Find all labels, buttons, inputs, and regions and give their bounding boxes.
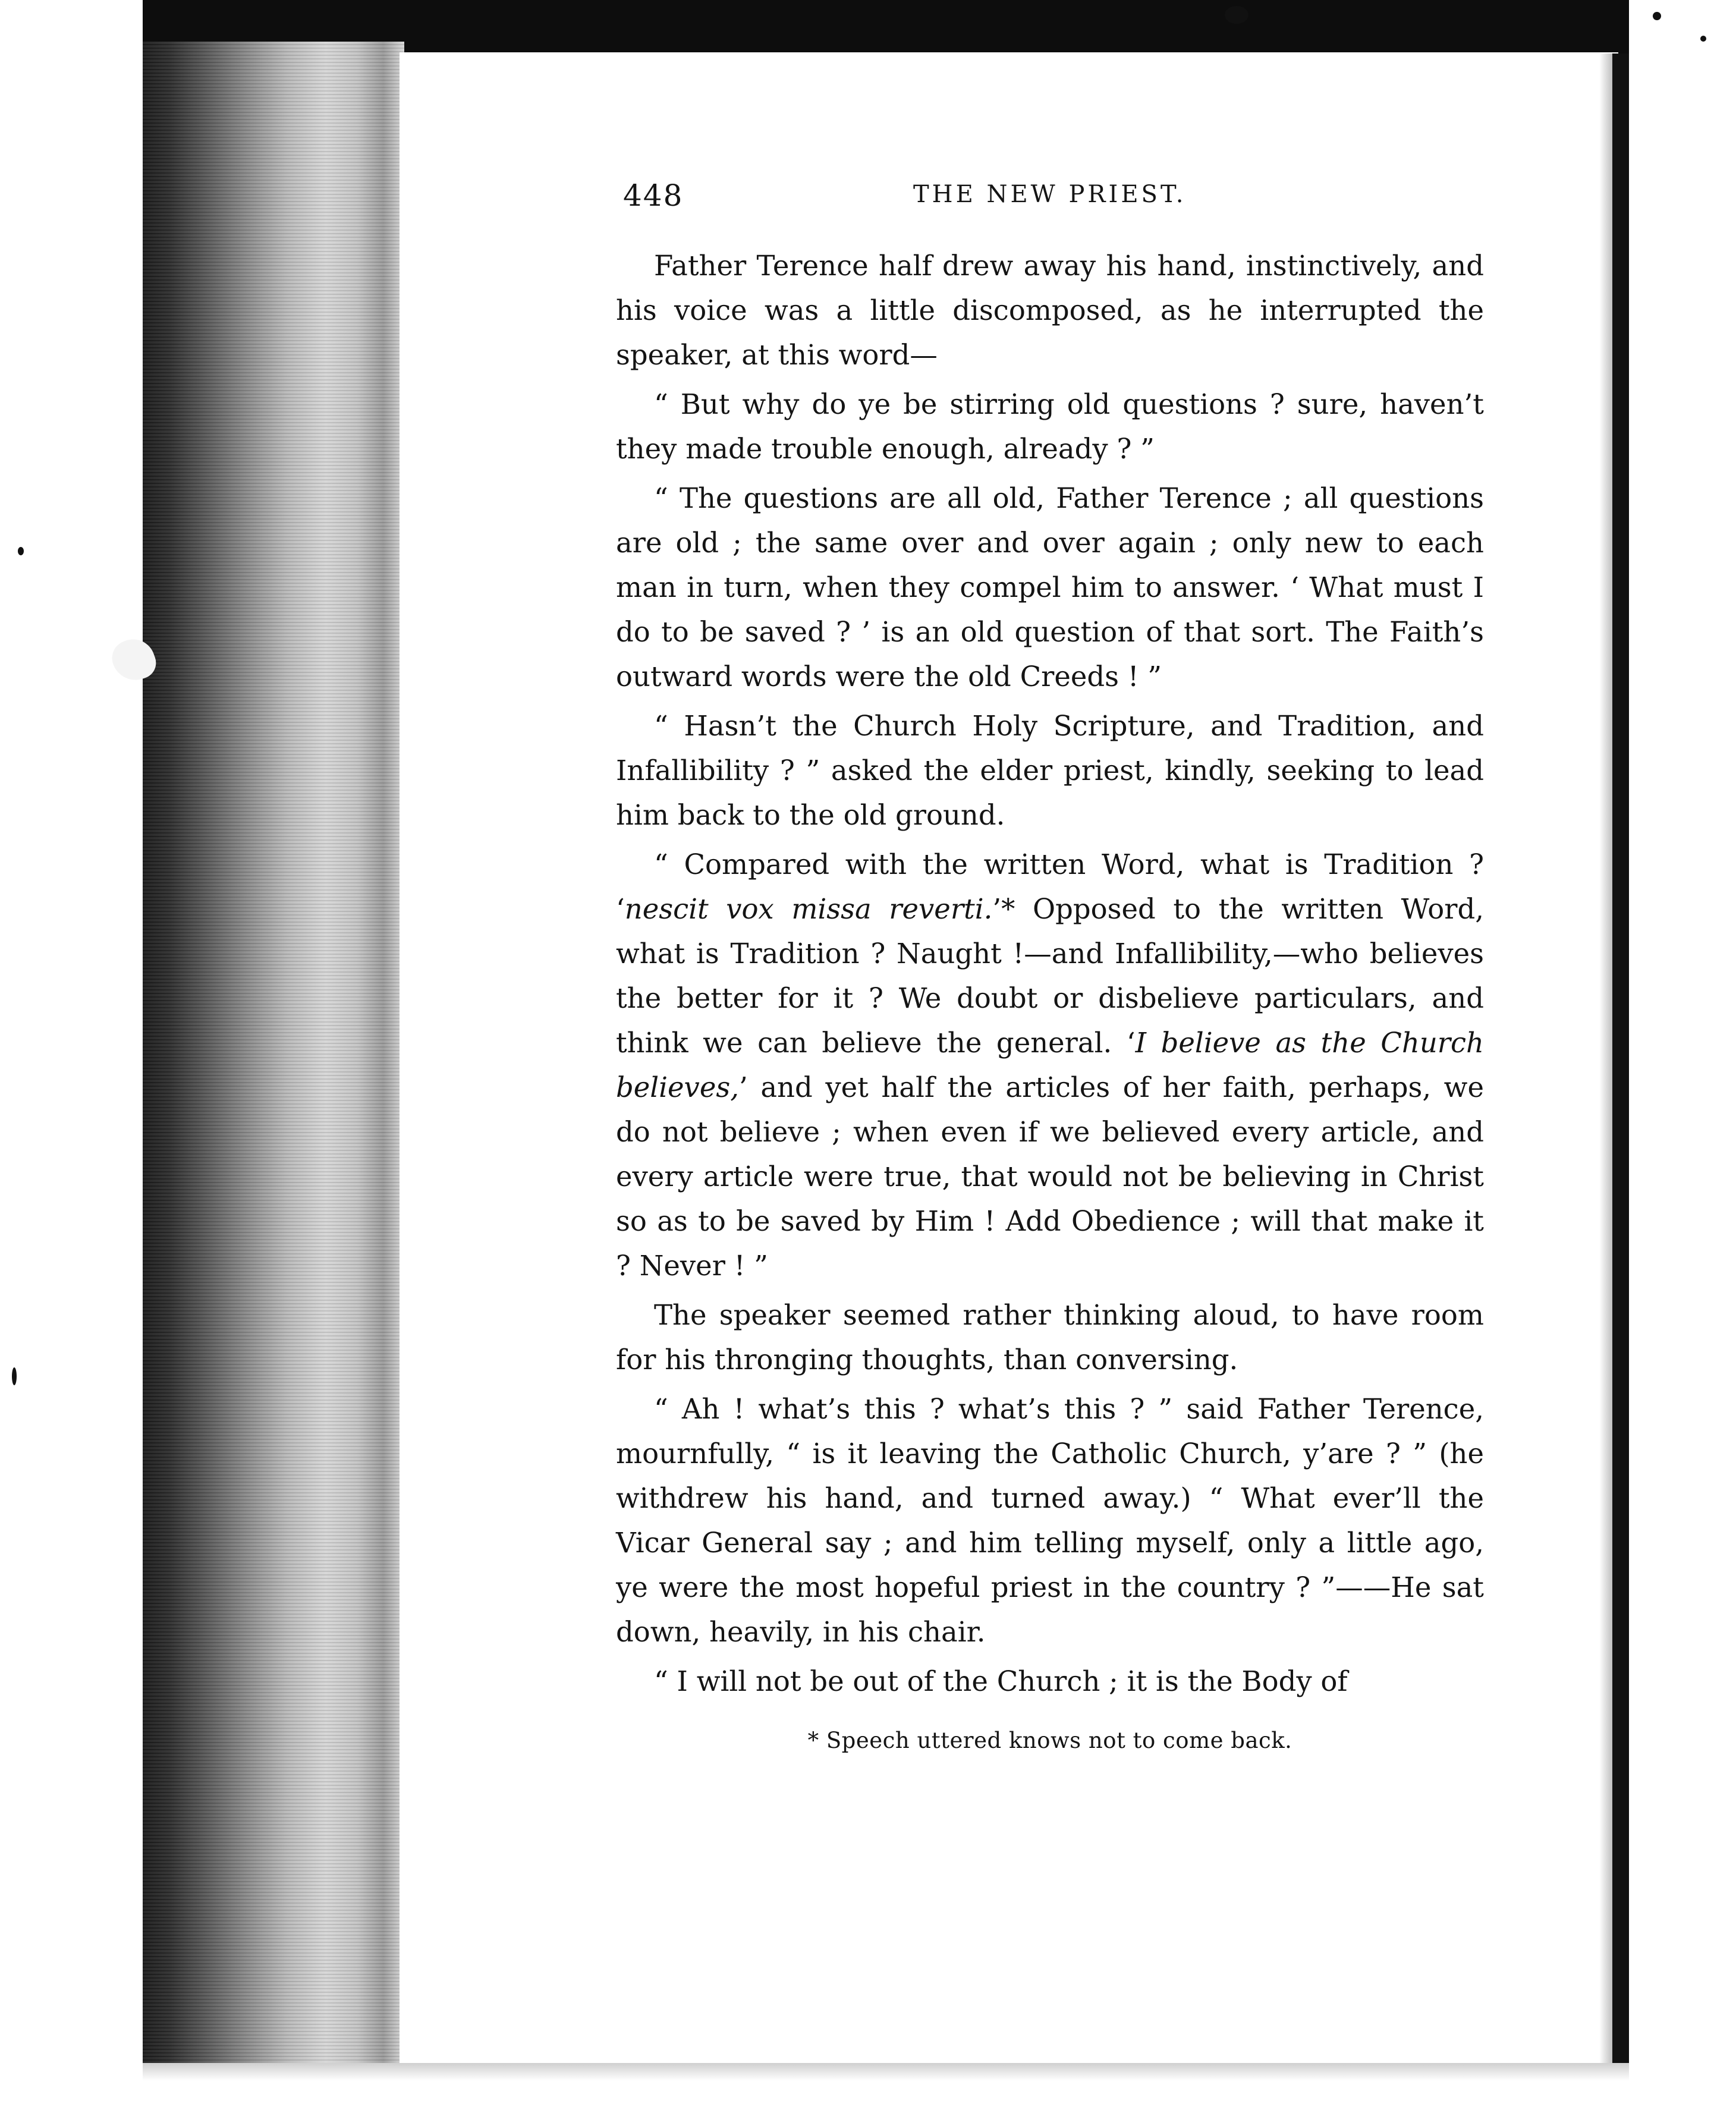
- speck: [18, 547, 24, 555]
- book-fore-edge-texture: [143, 42, 404, 2075]
- facing-page-edge: [1612, 54, 1629, 2063]
- footnote: * Speech uttered knows not to come back.: [807, 1728, 1292, 1753]
- paragraph: “ I will not be out of the Church ; it is the Body of: [654, 1665, 1348, 1697]
- paragraph-text: ’ and yet half the articles of her faith, perhaps, we do not believe ; when even if we believed every article, and every article were true, that would not be believing in Christ so as to be saved by Him ! Add Obedience ; will that make it ? Never ! ”: [616, 1071, 1484, 1282]
- running-title: THE NEW PRIEST.: [913, 181, 1187, 208]
- speck: [12, 1367, 17, 1385]
- text-block: [616, 172, 1484, 1753]
- latin-quote: nescit vox missa reverti.: [624, 893, 993, 925]
- speck: [1225, 6, 1248, 24]
- speck: [1653, 12, 1661, 20]
- paragraph: “ Ah ! what’s this ? what’s this ? ” said Father Terence, mournfully, “ is it leaving the Catholic Church, y’are ? ” (he withdrew his hand, and turned away.) “ What ever’ll the Vicar General say ; and him telling myself, only a little ago, ye were the most hopeful priest in the country ? ”——He sat down, heavily, in his chair.: [616, 1393, 1484, 1648]
- page-number: 448: [623, 178, 684, 213]
- paragraph: “ Hasn’t the Church Holy Scripture, and Tradition, and Infallibility ? ” asked the elder priest, kindly, seeking to lead him back to the old ground.: [616, 710, 1484, 831]
- paragraph-text: “ Compared with the written Word, what is Tradition ? ‘: [616, 848, 1484, 925]
- page-bottom-edge: [143, 2063, 1629, 2081]
- paragraph: The speaker seemed rather thinking aloud, to have room for his thronging thoughts, than conversing.: [616, 1299, 1484, 1376]
- scan-left-margin: [0, 0, 161, 2126]
- italic-quote: I believe as the Church believes,: [616, 1027, 1485, 1103]
- paragraph: Father Terence half drew away his hand, instinctively, and his voice was a little discomposed, as he interrupted the speaker, at this word—: [616, 250, 1484, 371]
- paragraph: “ But why do ye be stirring old questions ? sure, haven’t they made trouble enough, already ? ”: [616, 388, 1484, 465]
- gutter-shadow: [1599, 54, 1612, 2063]
- paragraph-text: ’* Opposed to the written Word, what is Tradition ? Naught !—and Infallibility,—who believes the better for it ? We doubt or disbelieve particulars, and think we can believe the general. ‘: [616, 893, 1485, 1059]
- body-text: [616, 244, 1484, 1704]
- paragraph: [616, 842, 1484, 1288]
- running-head: [616, 172, 1484, 220]
- speck: [1700, 36, 1706, 42]
- paragraph: “ The questions are all old, Father Terence ; all questions are old ; the same over and over again ; only new to each man in turn, when they compel him to answer. ‘ What must I do to be saved ? ’ is an old question of that sort. The Faith’s outward words were the old Creeds ! ”: [616, 482, 1484, 693]
